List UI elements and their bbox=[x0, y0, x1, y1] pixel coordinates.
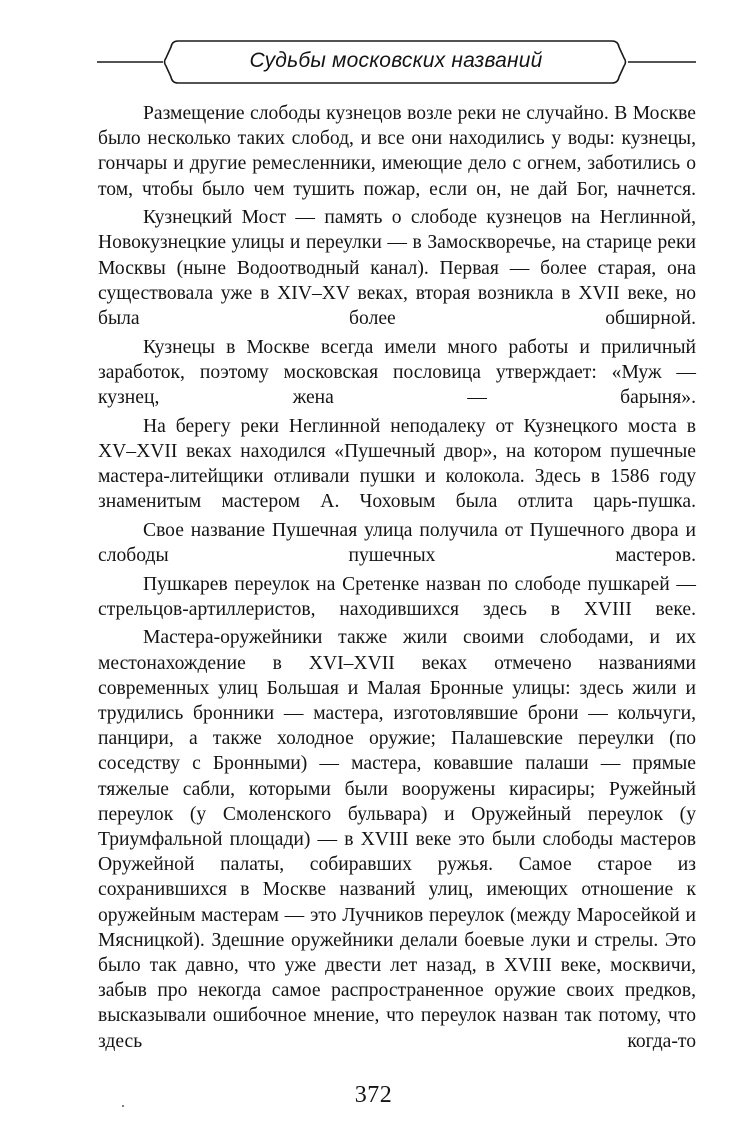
paragraph-6: Пушкарев переулок на Сретенке назван по слободе пушкарей — стрельцов-артиллеристов, находившихся здесь в XVIII веке. bbox=[98, 573, 696, 620]
body-text bbox=[98, 101, 696, 1054]
print-speck bbox=[122, 1105, 124, 1107]
paragraph-1: Размещение слободы кузнецов возле реки не случайно. В Москве было несколько таких слобод, и все они находились у воды: кузнецы, гончары и другие ремесленники, имеющие дело с огнем, заботились о том, чтобы было чем тушить пожар, если он, не дай Бог, начнется. bbox=[98, 103, 696, 200]
header-title: Судьбы московских названий bbox=[249, 49, 543, 72]
paragraph-5: Свое название Пушечная улица получила от Пушечного двора и слободы пушечных мастеров. bbox=[98, 519, 696, 567]
paragraph-2: Кузнецкий Мост — память о слободе кузнецов на Неглинной, Новокузнецкие улицы и переулки — в Замоскворечье, на старице реки Москвы (ныне Водоотводный канал). Первая — более старая, она существовала уже в XIV–XV веках, вторая возникла в XVII веке, но была более обширной. bbox=[98, 207, 696, 330]
page-number: 372 bbox=[354, 1082, 393, 1108]
paragraph-3: Кузнецы в Москве всегда имели много работы и приличный заработок, поэтому московская пословица утверждает: «Муж — кузнец, жена — барыня». bbox=[98, 336, 696, 409]
paragraph-7: Мастера-оружейники также жили своими слободами, и их местонахождение в XVI–XVII веках отмечено названиями современных улиц Большая и Малая Бронные улицы: здесь жили и трудились бронники — мастера, изготовлявшие брони — кольчуги, панцири, а также холодное оружие; Палашевские переулки (по соседству с Бронными) — мастера, ковавшие палаши — прямые тяжелые сабли, которыми были вооружены кирасиры; Ружейный переулок (у Смоленского бульвара) и Оружейный переулок (у Триумфальной площади) — в XVIII веке это были слободы мастеров Оружейной палаты, собиравших ружья. Самое старое из сохранившихся в Москве названий улиц, имеющих отношение к оружейным мастерам — это Лучников переулок (между Маросейкой и Мясницкой). Здешние оружейники делали боевые луки и стрелы. Это было так давно, что уже двести лет назад, в XVIII веке, москвичи, забыв про некогда самое распространенное оружие своих предков, высказывали ошибочное мнение, что переулок назван так потому, что здесь когда-то bbox=[98, 627, 696, 1052]
running-header bbox=[0, 38, 747, 86]
paragraph-4: На берегу реки Неглинной неподалеку от Кузнецкого моста в XV–XVII веках находился «Пушечный двор», на котором пушечные мастера-литейщики отливали пушки и колокола. Здесь в 1586 году знаменитым мастером А. Чоховым была отлита царь-пушка. bbox=[98, 415, 696, 513]
